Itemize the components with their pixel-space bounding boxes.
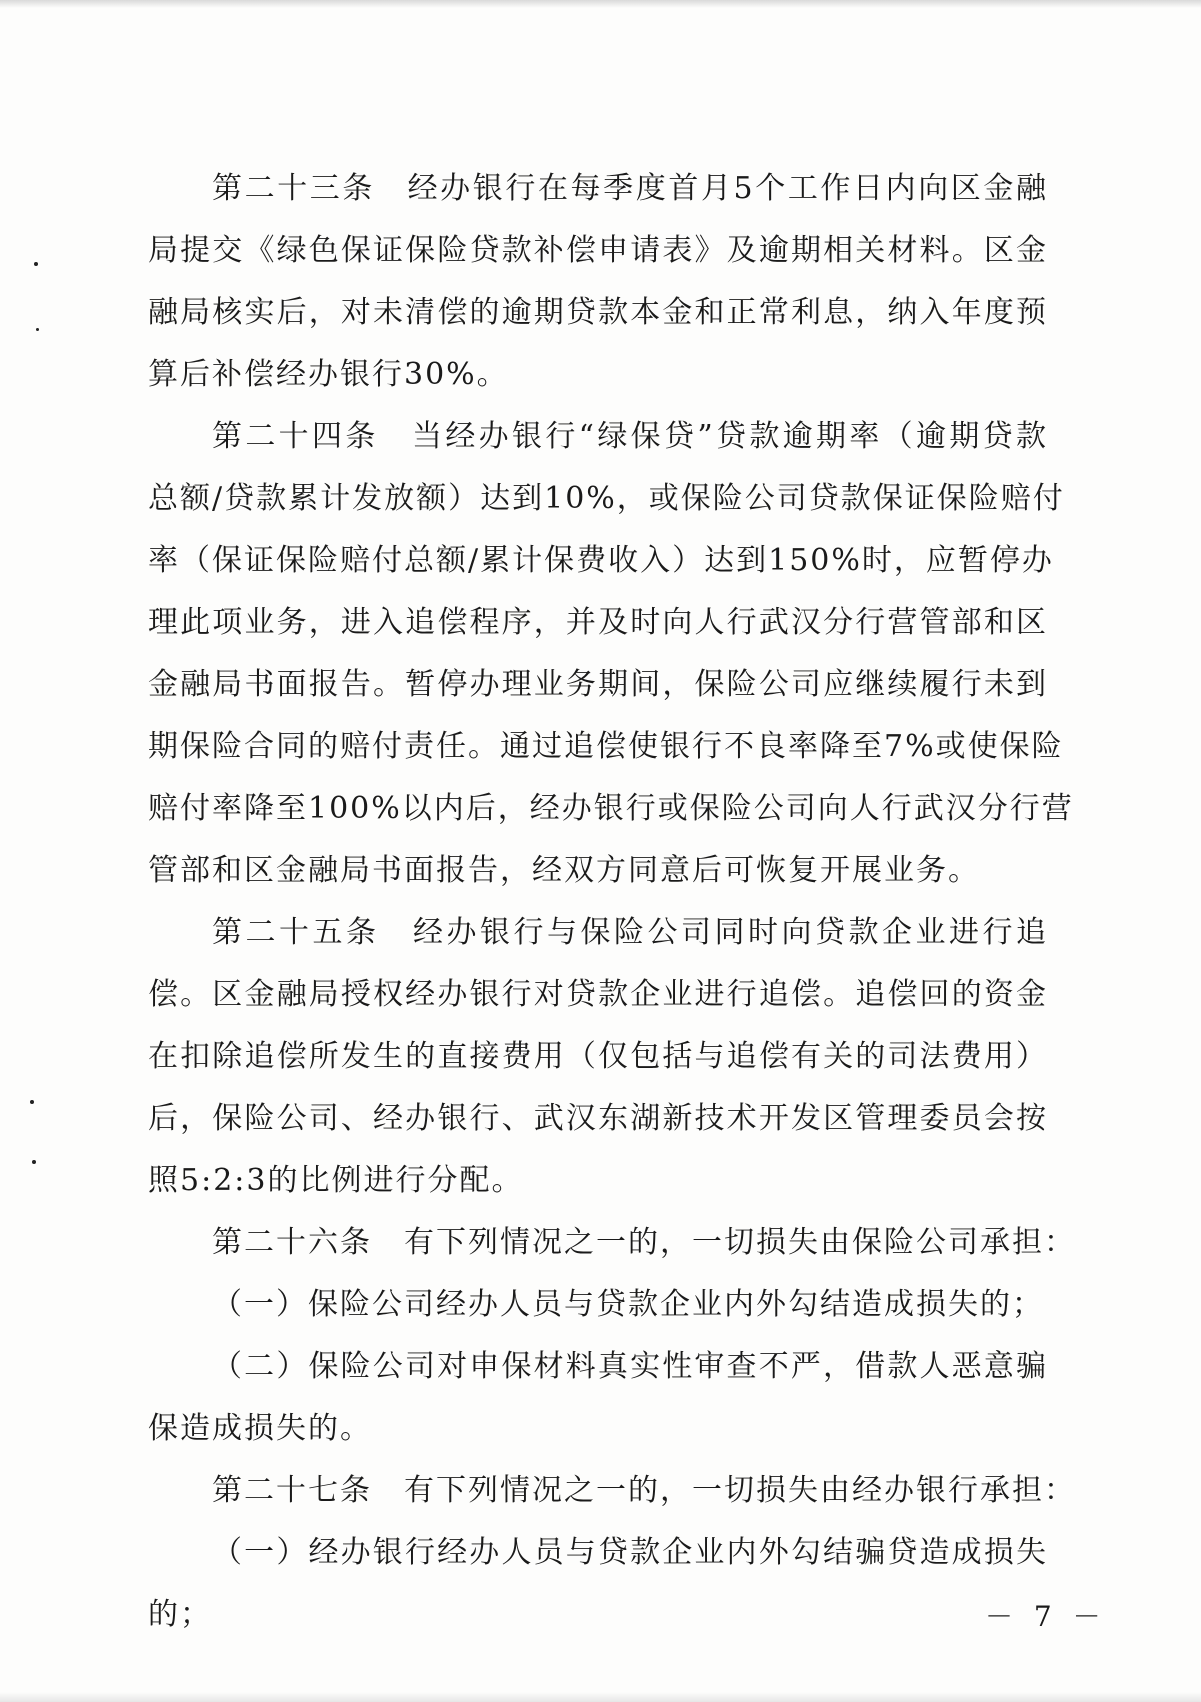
text-line: 金融局书面报告。暂停办理业务期间，保险公司应继续履行未到 (148, 667, 1048, 702)
text-line: 管部和区金融局书面报告，经双方同意后可恢复开展业务。 (148, 853, 980, 888)
text-line: 第二十四条 当经办银行“绿保贷”贷款逾期率（逾期贷款 (212, 419, 1048, 454)
scan-bottom-edge (0, 1692, 1201, 1702)
text-line: （二）保险公司对申保材料真实性审查不严，借款人恶意骗 (212, 1349, 1048, 1384)
text-line: 第二十三条 经办银行在每季度首月5个工作日内向区金融 (212, 171, 1048, 206)
text-line: （一）保险公司经办人员与贷款企业内外勾结造成损失的； (212, 1287, 1044, 1322)
page-number: － 7 － (985, 1600, 1107, 1633)
text-line: 率（保证保险赔付总额/累计保费收入）达到150%时，应暂停办 (148, 543, 1054, 578)
text-line: 期保险合同的赔付责任。通过追偿使银行不良率降至7%或使保险 (148, 729, 1064, 764)
text-line: 局提交《绿色保证保险贷款补偿申请表》及逾期相关材料。区金 (148, 233, 1048, 268)
text-line: 理此项业务，进入追偿程序，并及时向人行武汉分行营管部和区 (148, 605, 1048, 640)
text-line: 融局核实后，对未清偿的逾期贷款本金和正常利息，纳入年度预 (148, 295, 1048, 330)
body-text (148, 158, 1076, 1646)
text-line: 总额/贷款累计发放额）达到10%，或保险公司贷款保证保险赔付 (148, 481, 1065, 516)
scan-top-edge (0, 0, 1201, 8)
text-line: （一）经办银行经办人员与贷款企业内外勾结骗贷造成损失 (212, 1535, 1048, 1570)
text-line: 第二十七条 有下列情况之一的，一切损失由经办银行承担： (212, 1473, 1076, 1508)
text-line: 第二十五条 经办银行与保险公司同时向贷款企业进行追 (212, 915, 1048, 950)
text-line: 保造成损失的。 (148, 1411, 372, 1446)
text-line: 照5:2:3的比例进行分配。 (148, 1163, 524, 1198)
text-line: 赔付率降至100%以内后，经办银行或保险公司向人行武汉分行营 (148, 791, 1074, 826)
scan-dot-2 (36, 328, 39, 331)
text-line: 第二十六条 有下列情况之一的，一切损失由保险公司承担： (212, 1225, 1076, 1260)
text-line: 在扣除追偿所发生的直接费用（仅包括与追偿有关的司法费用） (148, 1039, 1048, 1074)
scan-dot-3 (30, 1100, 34, 1104)
text-line: 后，保险公司、经办银行、武汉东湖新技术开发区管理委员会按 (148, 1101, 1048, 1136)
scan-dot-1 (34, 262, 38, 266)
text-line: 算后补偿经办银行30%。 (148, 357, 509, 392)
scan-dot-4 (32, 1160, 36, 1164)
text-line: 偿。区金融局授权经办银行对贷款企业进行追偿。追偿回的资金 (148, 977, 1048, 1012)
text-line: 的； (148, 1597, 212, 1632)
